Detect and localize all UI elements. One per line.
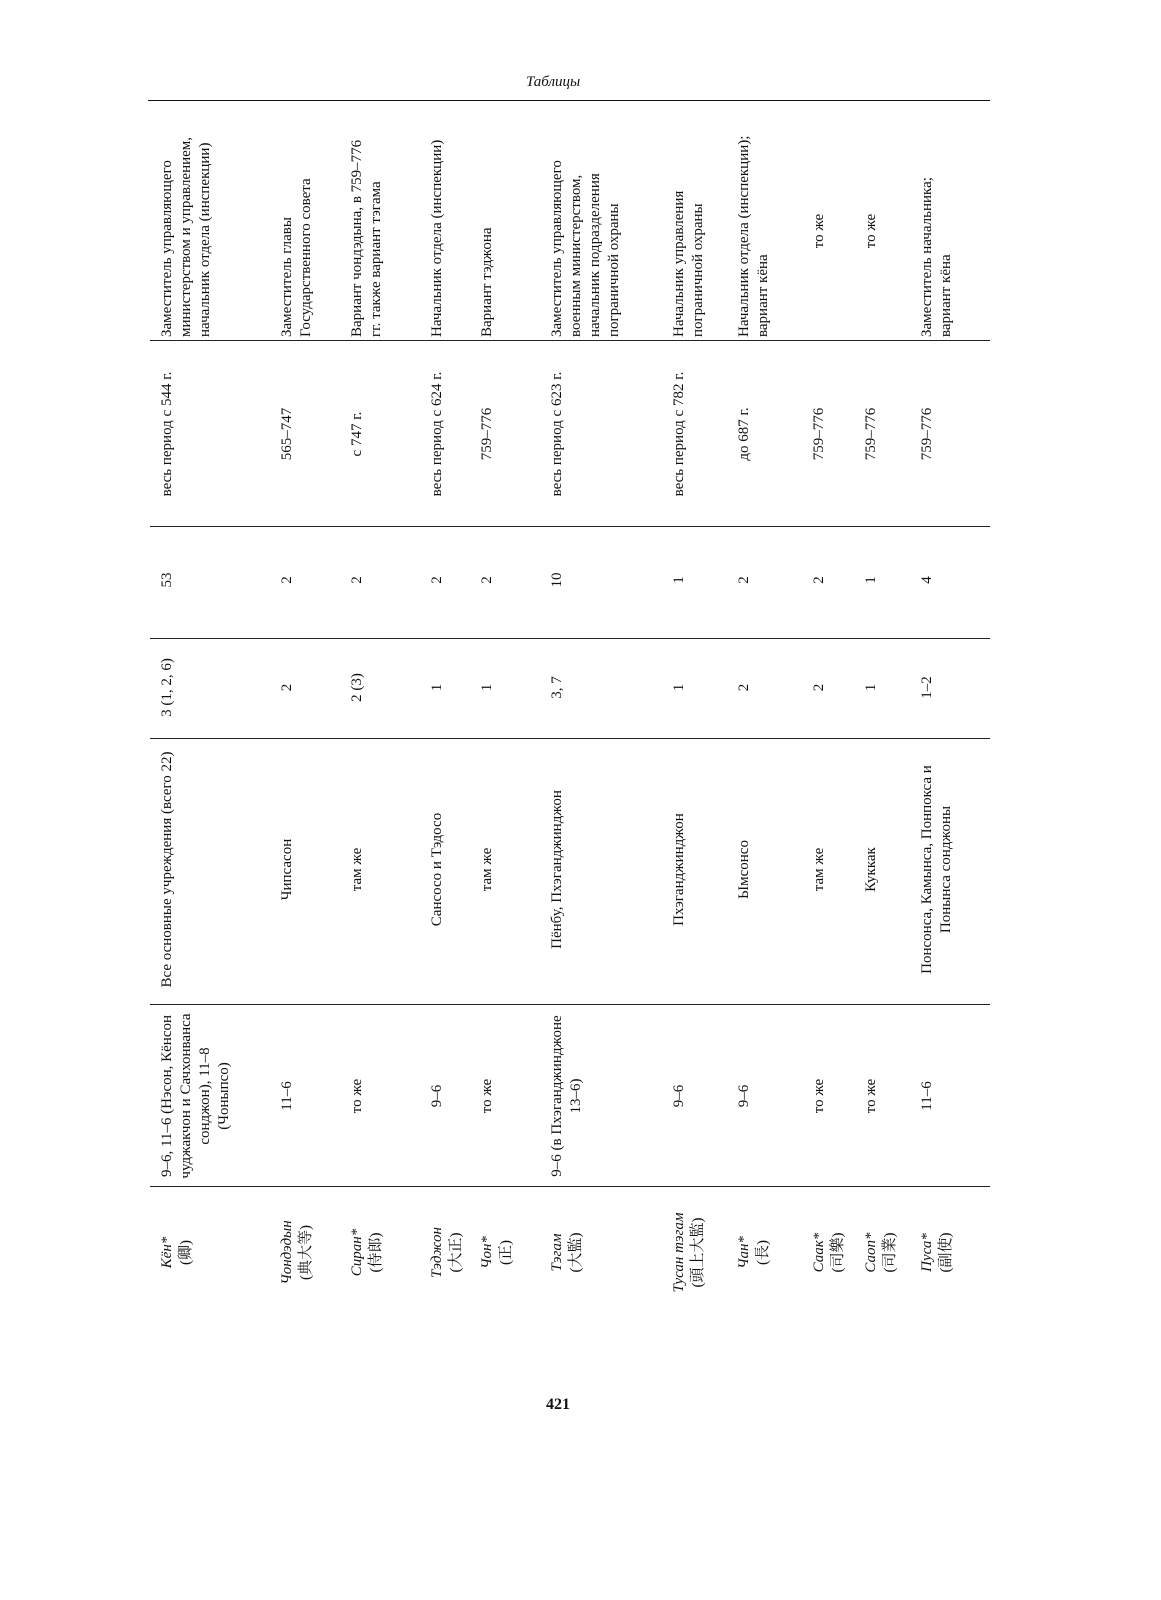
count2: 10	[549, 572, 565, 588]
period: весь период с 623 г.	[549, 371, 565, 497]
grade: то же	[863, 1078, 879, 1114]
count1: 1–2	[919, 676, 935, 699]
period: весь период с 782 г.	[671, 371, 687, 497]
note: Вариант тэджона	[479, 227, 495, 337]
count1: 2	[279, 683, 295, 692]
hanja: (大正)	[448, 1232, 464, 1273]
title: Чан*	[736, 1236, 752, 1269]
hanja: (長)	[755, 1240, 771, 1265]
count2: 2	[479, 576, 495, 584]
count2: 2	[811, 576, 827, 584]
grade: 9–6 (в Пхэганджинджоне 13–6)	[549, 1015, 584, 1177]
institution: там же	[349, 847, 365, 892]
grade: 9–6	[429, 1084, 445, 1108]
grade: 11–6	[919, 1081, 935, 1111]
note: Начальник управления пограничной охраны	[671, 190, 706, 337]
count2: 2	[279, 576, 295, 584]
note: Начальник отдела (инспекции)	[429, 139, 445, 337]
note: Заместитель главы Государственного совета	[279, 178, 314, 337]
institution: Понсонса, Камынса, Понпокса и Понынса сонджоны	[919, 765, 954, 974]
title: Чондэдын	[279, 1220, 295, 1285]
institution: там же	[479, 847, 495, 892]
period: до 687 г.	[736, 407, 752, 461]
column-rule	[150, 738, 990, 739]
institution: Чипсасон	[279, 838, 295, 901]
column-rule	[150, 340, 990, 341]
hanja: (頭上大監)	[690, 1217, 706, 1288]
hanja: (司樂)	[830, 1232, 846, 1273]
count2: 2	[429, 576, 445, 584]
count1: 1	[671, 683, 687, 692]
title: Саак*	[811, 1232, 827, 1273]
institution: Куккак	[863, 847, 879, 892]
hanja: (典大等)	[298, 1225, 314, 1280]
title: Тусан тэгам	[671, 1212, 687, 1293]
grade: 9–6	[671, 1084, 687, 1108]
page-number: 421	[546, 1396, 570, 1413]
period: 759–776	[811, 407, 827, 461]
count2: 53	[159, 572, 175, 588]
count1: 3 (1, 2, 6)	[159, 658, 175, 717]
column-rule	[150, 1186, 990, 1187]
title: Сиран*	[349, 1228, 365, 1277]
period: весь период с 624 г.	[429, 371, 445, 497]
title: Кён*	[159, 1236, 175, 1269]
hanja: (大監)	[568, 1232, 584, 1273]
grade: 9–6	[736, 1084, 752, 1108]
grade: 11–6	[279, 1081, 295, 1111]
grade: то же	[479, 1078, 495, 1114]
header-rule	[148, 100, 990, 101]
period: с 747 г.	[349, 411, 365, 457]
note: Вариант чондэдына, в 759–776 гг. также вариант тэгама	[349, 139, 384, 337]
count2: 1	[863, 576, 879, 584]
title: Тэгам	[549, 1233, 565, 1272]
grade: то же	[349, 1078, 365, 1114]
institution: Пхэганджинджон	[671, 813, 687, 926]
grade: то же	[811, 1078, 827, 1114]
period: весь период с 544 г.	[159, 371, 175, 497]
title: Саоп*	[863, 1232, 879, 1273]
count1: 2	[736, 683, 752, 692]
grade: 9–6, 11–6 (Нэсон, Кёнсон чуджакчон и Сачхонванса сонджон), 11–8 (Чоныпсо)	[159, 1013, 232, 1179]
institution: Ымсонсо	[736, 840, 752, 899]
institution: Пёнбу, Пхэганджинджон	[549, 790, 565, 949]
hanja: (侍郎)	[368, 1232, 384, 1273]
hanja: (副使)	[938, 1232, 954, 1273]
rotated-table	[150, 120, 990, 1315]
period: 565–747	[279, 407, 295, 461]
running-header: Таблицы	[526, 74, 581, 90]
note: Заместитель управляющего военным министерством, начальник подразделения пограничной охраны	[549, 160, 622, 337]
note: Начальник отдела (инспекции); вариант кёна	[736, 135, 771, 337]
column-rule	[150, 638, 990, 639]
title: Пуса*	[919, 1233, 935, 1272]
hanja: (正)	[498, 1240, 514, 1265]
period: 759–776	[919, 407, 935, 461]
count1: 2 (3)	[349, 673, 365, 702]
count2: 2	[736, 576, 752, 584]
note: то же	[811, 213, 827, 249]
period: 759–776	[863, 407, 879, 461]
institution: Все основные учреждения (всего 22)	[159, 751, 175, 988]
count1: 1	[863, 683, 879, 692]
count2: 4	[919, 576, 935, 584]
note: Заместитель управляющего министерством и управлением, начальник отдела (инспекции)	[159, 136, 213, 337]
count2: 1	[671, 576, 687, 584]
period: 759–776	[479, 407, 495, 461]
title: Тэджон	[429, 1227, 445, 1278]
institution: Сансосо и Тэдосо	[429, 812, 445, 927]
count1: 3, 7	[549, 676, 565, 699]
count2: 2	[349, 576, 365, 584]
count1: 2	[811, 683, 827, 692]
institution: там же	[811, 847, 827, 892]
note: Заместитель начальника; вариант кёна	[919, 177, 954, 337]
hanja: (司業)	[882, 1232, 898, 1273]
count1: 1	[429, 683, 445, 692]
note: то же	[863, 213, 879, 249]
count1: 1	[479, 683, 495, 692]
title: Чон*	[479, 1236, 495, 1269]
hanja: (卿)	[178, 1240, 194, 1265]
column-rule	[150, 1004, 990, 1005]
